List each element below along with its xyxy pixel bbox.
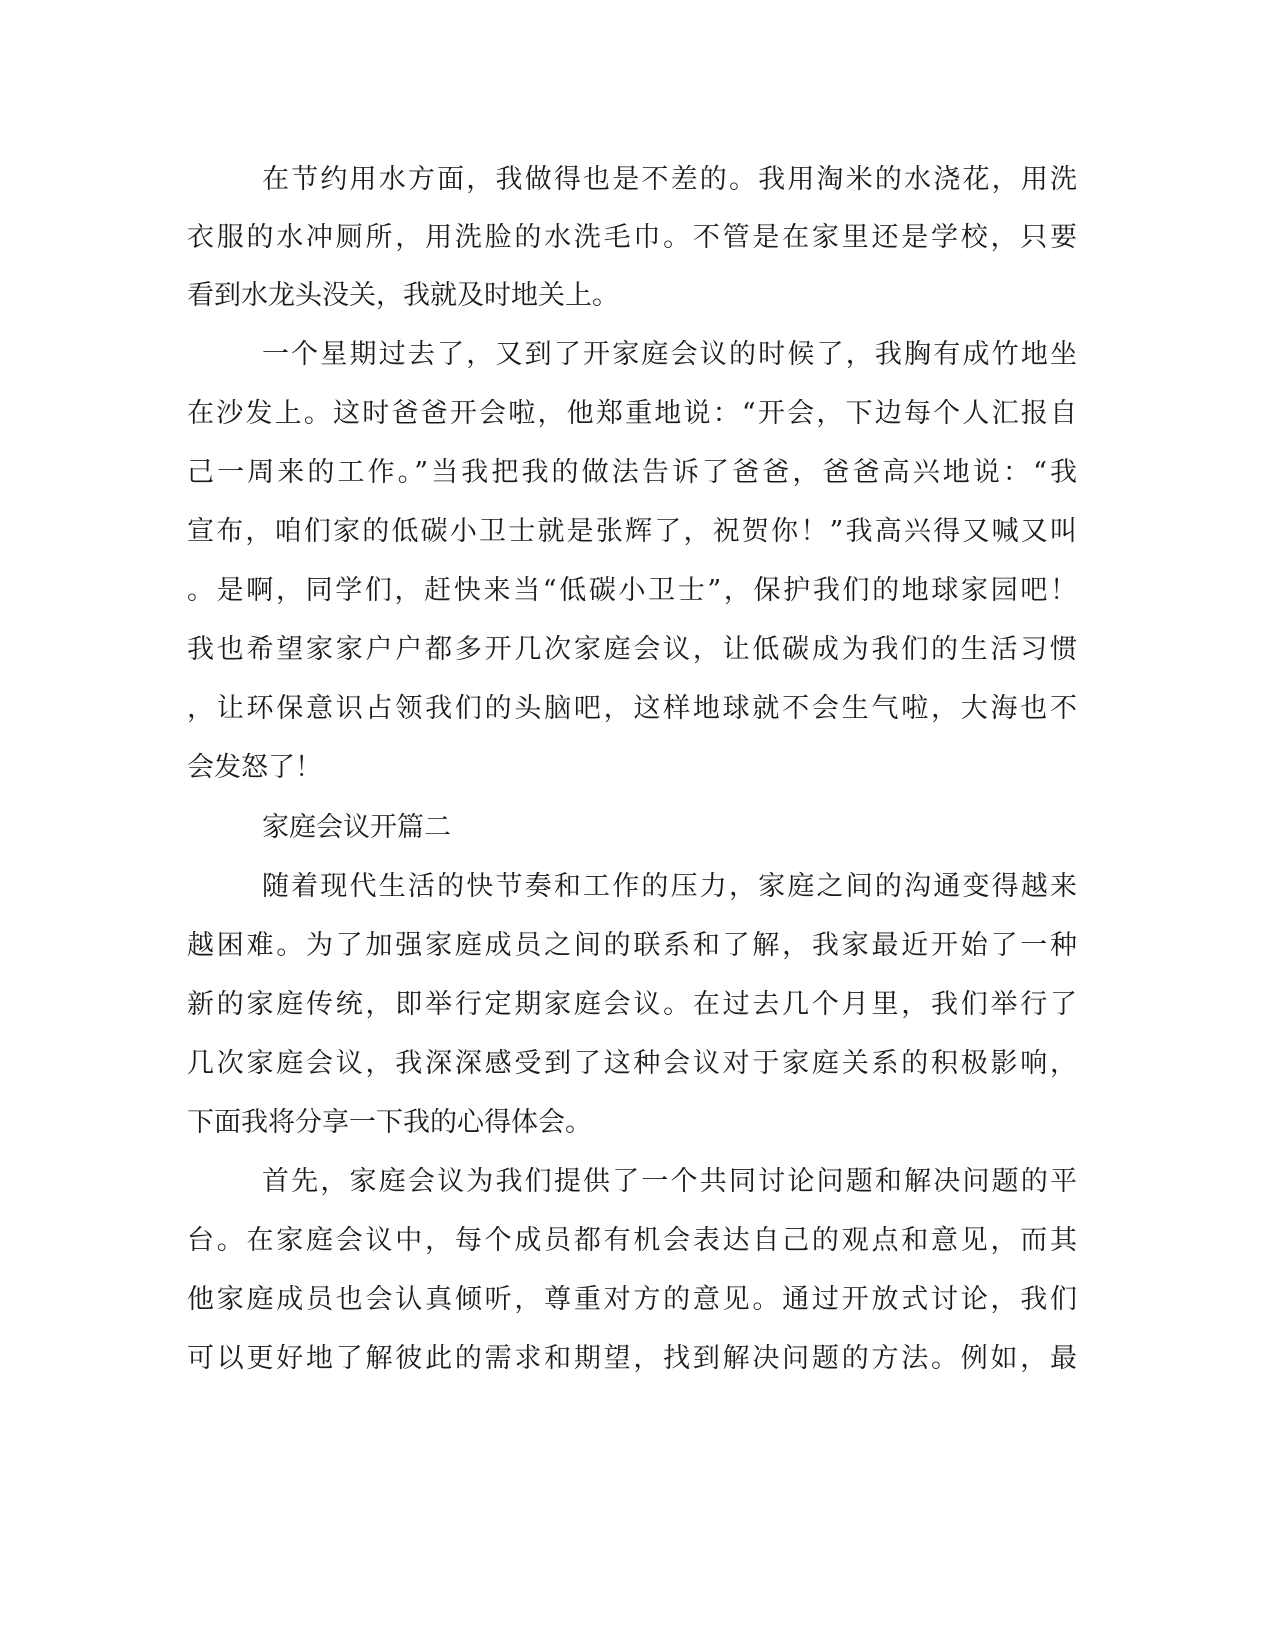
text-line: 他家庭成员也会认真倾听，尊重对方的意见。通过开放式讨论，我们 [187, 1284, 1077, 1315]
text-line: 会发怒了！ [187, 752, 322, 783]
text-line: 首先，家庭会议为我们提供了一个共同讨论问题和解决问题的平 [262, 1166, 1077, 1197]
text-line: 。是啊，同学们，赶快来当“低碳小卫士”，保护我们的地球家园吧！ [187, 575, 1077, 606]
text-line: 宣布，咱们家的低碳小卫士就是张辉了，祝贺你！”我高兴得又喊又叫 [187, 516, 1077, 547]
text-line: 新的家庭传统，即举行定期家庭会议。在过去几个月里，我们举行了 [187, 989, 1077, 1020]
text-line: 我也希望家家户户都多开几次家庭会议，让低碳成为我们的生活习惯 [187, 634, 1077, 665]
text-line: 看到水龙头没关，我就及时地关上。 [187, 280, 619, 311]
text-line: 越困难。为了加强家庭成员之间的联系和了解，我家最近开始了一种 [187, 930, 1077, 961]
text-line: 一个星期过去了，又到了开家庭会议的时候了，我胸有成竹地坐 [262, 339, 1077, 370]
text-line: 衣服的水冲厕所，用洗脸的水洗毛巾。不管是在家里还是学校，只要 [187, 222, 1077, 253]
text-line: 几次家庭会议，我深深感受到了这种会议对于家庭关系的积极影响， [187, 1048, 1077, 1079]
text-line: 在沙发上。这时爸爸开会啦，他郑重地说：“开会，下边每个人汇报自 [187, 398, 1077, 429]
text-line: ，让环保意识占领我们的头脑吧，这样地球就不会生气啦，大海也不 [187, 693, 1077, 724]
text-line: 台。在家庭会议中，每个成员都有机会表达自己的观点和意见，而其 [187, 1225, 1077, 1256]
text-line: 在节约用水方面，我做得也是不差的。我用淘米的水浇花，用洗 [262, 164, 1077, 195]
text-line: 可以更好地了解彼此的需求和期望，找到解决问题的方法。例如，最 [187, 1343, 1077, 1374]
text-line: 下面我将分享一下我的心得体会。 [187, 1107, 592, 1138]
text-line: 己一周来的工作。”当我把我的做法告诉了爸爸，爸爸高兴地说：“我 [187, 457, 1077, 488]
text-line: 随着现代生活的快节奏和工作的压力，家庭之间的沟通变得越来 [262, 871, 1077, 902]
section-heading: 家庭会议开篇二 [262, 812, 451, 843]
